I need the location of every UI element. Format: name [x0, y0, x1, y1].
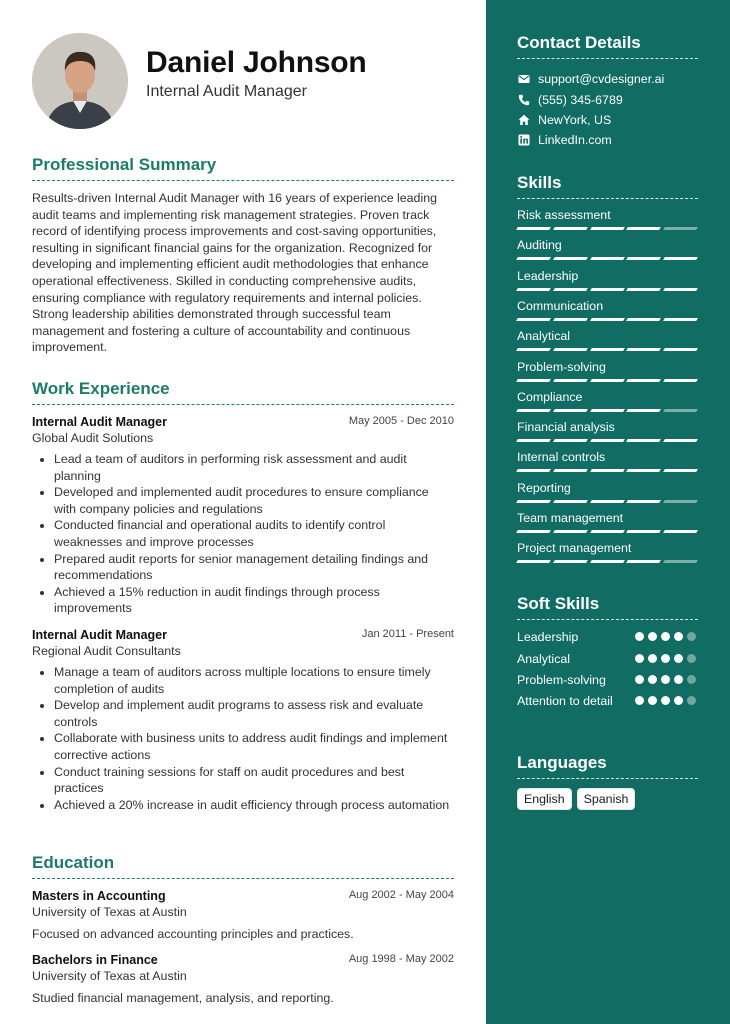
skill-level-segment [553, 379, 588, 382]
skill-level-segment [663, 439, 698, 442]
skill-item [517, 390, 697, 404]
rating-dot [687, 632, 696, 641]
skill-level-segment [516, 379, 551, 382]
language-badge: Spanish [577, 788, 636, 810]
skill-name: Team management [517, 511, 624, 525]
job-company: Global Audit Solutions [32, 431, 154, 445]
skill-name: Risk assessment [517, 208, 611, 222]
skill-level-segment [516, 257, 551, 260]
skill-level-segment [590, 348, 625, 351]
skill-level-segment [627, 560, 662, 563]
rating-dot [648, 696, 657, 705]
skill-level-segment [663, 379, 698, 382]
skill-level-segment [663, 530, 698, 533]
education-entry [32, 889, 454, 941]
skill-name: Communication [517, 298, 604, 313]
skill-level-bar [517, 530, 697, 534]
summary-divider [32, 180, 454, 181]
soft-skill-rating [635, 675, 696, 684]
sidebar [486, 0, 730, 1024]
job-bullet: • Lead a team of auditors in performing risk assessment and audit planning [54, 451, 454, 484]
soft-skill-name: Analytical [517, 652, 571, 666]
skill-level-segment [663, 257, 698, 260]
job-bullets [32, 451, 454, 617]
skill-item [517, 238, 697, 252]
soft-skill-name: Leadership [517, 630, 579, 644]
soft-skill-item [517, 651, 697, 667]
experience-divider [32, 404, 454, 405]
skill-level-bar [517, 318, 697, 322]
job-title: Internal Audit Manager [32, 415, 167, 429]
skills-divider [517, 198, 698, 199]
skill-name: Analytical [517, 329, 571, 344]
linkedin-icon [517, 133, 531, 147]
skill-level-segment [553, 500, 588, 503]
rating-dot [661, 696, 670, 705]
skill-name: Reporting [517, 480, 571, 495]
skill-item [517, 511, 697, 525]
job-bullet: • Prepared audit reports for senior management detailing findings and recommendations [54, 551, 454, 584]
skill-level-segment [663, 348, 698, 351]
skill-name: Project management [517, 541, 632, 556]
skill-level-segment [553, 288, 588, 291]
rating-dot [648, 675, 657, 684]
rating-dot [661, 632, 670, 641]
contact-location [517, 110, 611, 130]
skill-name: Problem-solving [517, 359, 606, 374]
skill-item [517, 360, 697, 374]
skill-level-segment [663, 560, 698, 563]
rating-dot [687, 696, 696, 705]
rating-dot [687, 654, 696, 663]
skill-item [517, 329, 697, 343]
candidate-role: Internal Audit Manager [146, 83, 307, 100]
skill-level-segment [627, 409, 662, 412]
soft-skill-item [517, 693, 697, 709]
skill-level-segment [590, 500, 625, 503]
skill-level-segment [516, 560, 551, 563]
soft-skill-rating [635, 696, 696, 705]
skill-level-bar [517, 227, 697, 231]
job-bullet: • Collaborate with business units to address audit findings and implement corrective actions [54, 730, 454, 763]
skill-level-segment [516, 288, 551, 291]
skill-level-segment [663, 318, 698, 321]
skill-level-segment [590, 560, 625, 563]
soft-skills-heading: Soft Skills [517, 594, 600, 613]
skill-level-segment [627, 318, 662, 321]
summary-heading: Professional Summary [32, 155, 217, 174]
contact-divider [517, 58, 698, 59]
soft-skill-name: Problem-solving [517, 673, 606, 687]
languages-heading: Languages [517, 753, 607, 772]
skill-level-segment [627, 469, 662, 472]
summary-text: Results-driven Internal Audit Manager with 16 years of experience leading audit teams and implementing risk management strategies. Proven track record of identifying process improvements and cost-saving opportunities, resulting in significant financial gains for the organization. Recognized for developing and implementing efficient audit methodologies that enhance operational effectiveness. Skilled in conducting comprehensive audits, ensuring compliance with regulatory requirements and internal policies. Strong leadership abilities demonstrated through successful team management and fostering a culture of accountability and continuous improvement. [32, 191, 437, 355]
skill-level-bar [517, 500, 697, 504]
school-name: University of Texas at Austin [32, 969, 187, 983]
skill-level-segment [590, 227, 625, 230]
rating-dot [648, 632, 657, 641]
rating-dot [661, 675, 670, 684]
skill-level-segment [516, 409, 551, 412]
skill-level-segment [516, 348, 551, 351]
skill-name: Financial analysis [517, 420, 615, 435]
soft-skill-name: Attention to detail [517, 694, 613, 708]
skill-level-segment [553, 560, 588, 563]
rating-dot [648, 654, 657, 663]
rating-dot [687, 675, 696, 684]
rating-dot [661, 654, 670, 663]
skill-level-segment [590, 469, 625, 472]
skill-level-segment [627, 379, 662, 382]
rating-dot [635, 675, 644, 684]
skill-level-segment [590, 257, 625, 260]
skill-level-segment [627, 348, 662, 351]
skill-level-segment [590, 318, 625, 321]
rating-dot [674, 654, 683, 663]
candidate-name: Daniel Johnson [146, 46, 367, 79]
job-company: Regional Audit Consultants [32, 644, 181, 658]
skill-level-segment [590, 288, 625, 291]
contact-email[interactable] [517, 69, 664, 89]
phone-icon [517, 93, 531, 107]
contact-location-text: NewYork, US [538, 113, 612, 127]
languages-divider [517, 778, 698, 779]
job-bullet: • Achieved a 15% reduction in audit findings through process improvements [54, 584, 454, 617]
skill-level-segment [627, 227, 662, 230]
contact-heading: Contact Details [517, 33, 641, 52]
skill-level-segment [553, 348, 588, 351]
rating-dot [635, 696, 644, 705]
job-bullets [32, 664, 454, 813]
contact-phone[interactable] [517, 90, 623, 110]
skill-level-bar [517, 257, 697, 261]
skill-level-segment [663, 500, 698, 503]
skill-name: Auditing [517, 238, 562, 253]
skill-level-segment [553, 257, 588, 260]
skill-level-segment [590, 379, 625, 382]
skill-item [517, 269, 697, 283]
skill-level-segment [590, 409, 625, 412]
skill-name: Leadership [517, 268, 579, 283]
skill-name: Compliance [517, 389, 583, 404]
skill-level-segment [627, 530, 662, 533]
contact-linkedin-text: LinkedIn.com [538, 133, 612, 147]
skill-level-segment [516, 530, 551, 533]
job-entry [32, 628, 454, 813]
degree-title: Masters in Accounting [32, 889, 166, 903]
soft-skill-rating [635, 654, 696, 663]
envelope-icon [517, 72, 531, 86]
education-description: Focused on advanced accounting principles and practices. [32, 927, 354, 941]
skill-item [517, 481, 697, 495]
skills-heading: Skills [517, 173, 562, 192]
skill-level-segment [663, 409, 698, 412]
job-entry [32, 415, 454, 617]
rating-dot [674, 696, 683, 705]
job-bullet: • Achieved a 20% increase in audit efficiency through process automation [54, 797, 454, 814]
skill-level-segment [590, 439, 625, 442]
rating-dot [635, 654, 644, 663]
skill-level-bar [517, 379, 697, 383]
job-dates: Jan 2011 - Present [361, 628, 454, 640]
job-title: Internal Audit Manager [32, 628, 167, 642]
education-divider [32, 878, 454, 879]
education-entry [32, 953, 454, 1005]
skill-level-segment [553, 469, 588, 472]
skill-item [517, 208, 697, 222]
skill-item [517, 450, 697, 464]
job-bullet: • Developed and implemented audit procedures to ensure compliance with company policies and regulations [54, 484, 454, 517]
education-heading: Education [32, 853, 115, 872]
education-dates: Aug 1998 - May 2002 [348, 953, 454, 965]
skill-level-bar [517, 348, 697, 352]
skill-level-segment [553, 409, 588, 412]
language-badge: English [517, 788, 572, 810]
skill-level-segment [516, 439, 551, 442]
skill-level-segment [553, 227, 588, 230]
rating-dot [674, 675, 683, 684]
rating-dot [635, 632, 644, 641]
skill-level-segment [590, 530, 625, 533]
skill-level-bar [517, 288, 697, 292]
skill-level-segment [627, 500, 662, 503]
job-dates: May 2005 - Dec 2010 [348, 415, 454, 427]
skill-level-segment [627, 257, 662, 260]
job-bullet: • Conducted financial and operational audits to identify control weaknesses and improve processes [54, 517, 454, 550]
languages-list [517, 788, 635, 810]
skill-level-segment [553, 530, 588, 533]
skill-level-bar [517, 469, 697, 473]
skill-level-bar [517, 560, 697, 564]
home-icon [517, 113, 531, 127]
skill-item [517, 299, 697, 313]
skill-level-segment [627, 439, 662, 442]
experience-heading: Work Experience [32, 379, 170, 398]
skill-level-segment [627, 288, 662, 291]
contact-phone-text: (555) 345-6789 [538, 93, 623, 107]
job-bullet: • Develop and implement audit programs to assess risk and evaluate controls [54, 697, 454, 730]
skill-level-segment [663, 469, 698, 472]
contact-linkedin[interactable] [517, 130, 612, 150]
soft-skill-item [517, 672, 697, 688]
job-bullet: • Conduct training sessions for staff on audit procedures and best practices [54, 764, 454, 797]
job-bullet: • Manage a team of auditors across multiple locations to ensure timely completion of audits [54, 664, 454, 697]
education-description: Studied financial management, analysis, and reporting. [32, 991, 334, 1005]
skill-level-segment [553, 318, 588, 321]
contact-email-text: support@cvdesigner.ai [538, 72, 665, 86]
skill-level-segment [516, 318, 551, 321]
soft-skills-divider [517, 619, 698, 620]
skill-item [517, 420, 697, 434]
skill-level-segment [516, 469, 551, 472]
soft-skill-item [517, 629, 697, 645]
rating-dot [674, 632, 683, 641]
skill-item [517, 541, 697, 555]
skill-level-segment [516, 227, 551, 230]
skill-level-bar [517, 439, 697, 443]
education-dates: Aug 2002 - May 2004 [348, 889, 454, 901]
skill-level-segment [663, 227, 698, 230]
school-name: University of Texas at Austin [32, 905, 187, 919]
degree-title: Bachelors in Finance [32, 953, 158, 967]
skill-level-segment [516, 500, 551, 503]
skill-level-segment [553, 439, 588, 442]
soft-skill-rating [635, 632, 696, 641]
skill-name: Internal controls [517, 450, 606, 465]
skill-level-bar [517, 409, 697, 413]
skill-level-segment [663, 288, 698, 291]
avatar [32, 33, 128, 129]
